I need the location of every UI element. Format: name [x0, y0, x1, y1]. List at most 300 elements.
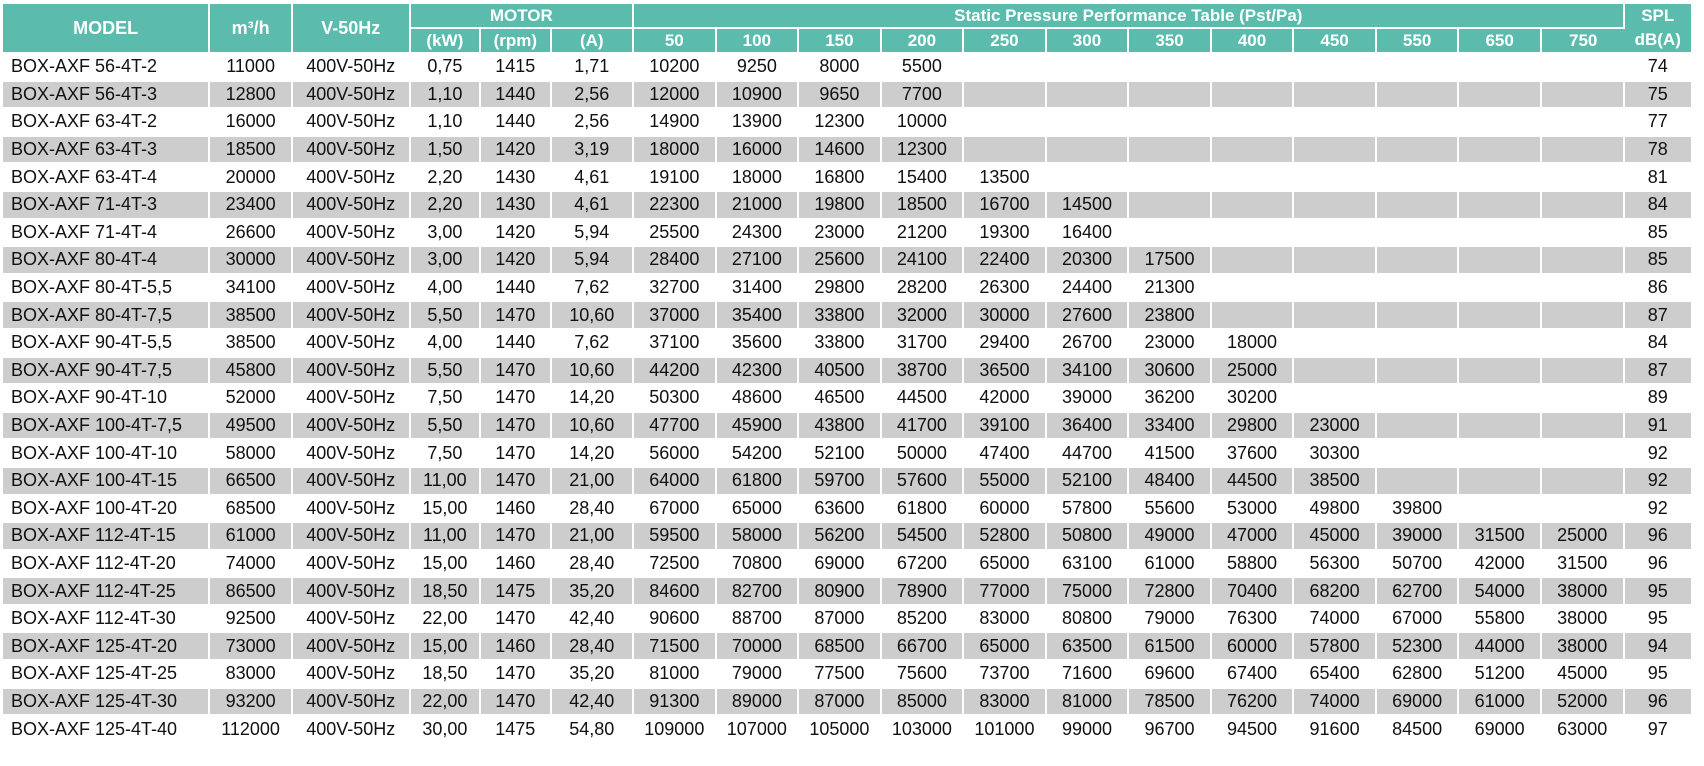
flow-cell: 20000 [210, 164, 293, 192]
voltage-cell: 400V-50Hz [293, 413, 411, 441]
spl-cell: 84 [1625, 192, 1692, 220]
pressure-flow-cell [1294, 137, 1377, 165]
pressure-flow-cell [1459, 247, 1542, 275]
voltage-cell: 400V-50Hz [293, 109, 411, 137]
pressure-flow-cell: 44500 [882, 385, 965, 413]
pressure-flow-cell [1459, 358, 1542, 386]
flow-cell: 52000 [210, 385, 293, 413]
current-a-cell: 35,20 [552, 661, 635, 689]
pressure-col-header: 650 [1459, 29, 1542, 54]
pressure-flow-cell [1294, 164, 1377, 192]
pressure-flow-cell: 72500 [634, 551, 717, 579]
spl-cell: 96 [1625, 689, 1692, 717]
model-cell: BOX-AXF 100-4T-20 [3, 496, 210, 524]
model-cell: BOX-AXF 80-4T-5,5 [3, 275, 210, 303]
pressure-flow-cell: 107000 [717, 716, 800, 744]
pressure-flow-cell: 42300 [717, 358, 800, 386]
current-a-cell: 5,94 [552, 247, 635, 275]
voltage-cell: 400V-50Hz [293, 247, 411, 275]
current-a-cell: 1,71 [552, 54, 635, 82]
current-a-cell: 28,40 [552, 551, 635, 579]
pressure-flow-cell: 69000 [799, 551, 882, 579]
pressure-flow-cell: 96700 [1129, 716, 1212, 744]
pressure-flow-cell [1459, 468, 1542, 496]
pressure-flow-cell: 42000 [964, 385, 1047, 413]
pressure-flow-cell: 41700 [882, 413, 965, 441]
model-cell: BOX-AXF 125-4T-30 [3, 689, 210, 717]
flow-cell: 112000 [210, 716, 293, 744]
pressure-flow-cell [1542, 137, 1625, 165]
pressure-flow-cell: 18000 [717, 164, 800, 192]
pressure-flow-cell: 25000 [1542, 523, 1625, 551]
pressure-flow-cell [1129, 109, 1212, 137]
spl-cell: 95 [1625, 661, 1692, 689]
pressure-flow-cell: 18000 [634, 137, 717, 165]
power-kw-cell: 7,50 [411, 385, 481, 413]
pressure-flow-cell: 62800 [1377, 661, 1460, 689]
pressure-flow-cell [1542, 275, 1625, 303]
pressure-flow-cell [1542, 302, 1625, 330]
spl-cell: 81 [1625, 164, 1692, 192]
flow-cell: 18500 [210, 137, 293, 165]
pressure-flow-cell [1377, 192, 1460, 220]
power-kw-cell: 2,20 [411, 192, 481, 220]
voltage-cell: 400V-50Hz [293, 275, 411, 303]
pressure-flow-cell: 56000 [634, 440, 717, 468]
table-row [3, 716, 1691, 744]
model-cell: BOX-AXF 63-4T-3 [3, 137, 210, 165]
pressure-flow-cell [964, 137, 1047, 165]
pressure-col-header: 200 [882, 29, 965, 54]
pressure-flow-cell [1377, 275, 1460, 303]
pressure-flow-cell: 39800 [1377, 496, 1460, 524]
pressure-flow-cell: 81000 [634, 661, 717, 689]
pressure-flow-cell [1459, 413, 1542, 441]
pressure-flow-cell: 91600 [1294, 716, 1377, 744]
pressure-flow-cell: 16000 [717, 137, 800, 165]
pressure-flow-cell: 52000 [1542, 689, 1625, 717]
flow-cell: 73000 [210, 633, 293, 661]
pressure-flow-cell: 45900 [717, 413, 800, 441]
pressure-flow-cell: 56200 [799, 523, 882, 551]
model-cell: BOX-AXF 112-4T-30 [3, 606, 210, 634]
speed-rpm-cell: 1440 [481, 330, 551, 358]
table-row [3, 358, 1691, 386]
power-kw-cell: 2,20 [411, 164, 481, 192]
power-kw-cell: 4,00 [411, 330, 481, 358]
pressure-flow-cell: 18500 [882, 192, 965, 220]
pressure-flow-cell: 44000 [1459, 633, 1542, 661]
voltage-cell: 400V-50Hz [293, 468, 411, 496]
pressure-flow-cell: 50800 [1047, 523, 1130, 551]
pressure-flow-cell [1212, 54, 1295, 82]
current-a-cell: 3,19 [552, 137, 635, 165]
pressure-flow-cell: 23000 [799, 220, 882, 248]
pressure-flow-cell: 24300 [717, 220, 800, 248]
spl-cell: 78 [1625, 137, 1692, 165]
voltage-cell: 400V-50Hz [293, 496, 411, 524]
pressure-flow-cell [1294, 385, 1377, 413]
voltage-cell: 400V-50Hz [293, 220, 411, 248]
flow-cell: 11000 [210, 54, 293, 82]
pressure-col-header: 400 [1212, 29, 1295, 54]
pressure-flow-cell: 55800 [1459, 606, 1542, 634]
pressure-flow-cell: 88700 [717, 606, 800, 634]
pressure-flow-cell: 19100 [634, 164, 717, 192]
pressure-flow-cell [1542, 330, 1625, 358]
pressure-flow-cell: 31400 [717, 275, 800, 303]
motor-header: MOTOR [411, 4, 634, 29]
pressure-flow-cell: 58800 [1212, 551, 1295, 579]
pressure-flow-cell [1459, 330, 1542, 358]
pressure-flow-cell: 47700 [634, 413, 717, 441]
pressure-flow-cell: 79000 [717, 661, 800, 689]
model-cell: BOX-AXF 112-4T-25 [3, 578, 210, 606]
pressure-flow-cell: 36400 [1047, 413, 1130, 441]
pressure-flow-cell [1459, 302, 1542, 330]
pressure-flow-cell [1459, 192, 1542, 220]
table-row [3, 468, 1691, 496]
pressure-flow-cell: 8000 [799, 54, 882, 82]
spl-cell: 84 [1625, 330, 1692, 358]
table-body [3, 54, 1691, 744]
flow-cell: 58000 [210, 440, 293, 468]
pressure-flow-cell: 103000 [882, 716, 965, 744]
power-kw-cell: 5,50 [411, 302, 481, 330]
pressure-flow-cell: 52100 [799, 440, 882, 468]
pressure-flow-cell: 52300 [1377, 633, 1460, 661]
pressure-flow-cell: 76200 [1212, 689, 1295, 717]
pressure-flow-cell [1212, 192, 1295, 220]
pressure-flow-cell [1294, 82, 1377, 110]
pressure-flow-cell: 38700 [882, 358, 965, 386]
pressure-flow-cell: 109000 [634, 716, 717, 744]
current-a-cell: 4,61 [552, 192, 635, 220]
pressure-flow-cell [1212, 275, 1295, 303]
flow-cell: 92500 [210, 606, 293, 634]
pressure-flow-cell: 61000 [1129, 551, 1212, 579]
pressure-flow-cell: 65000 [717, 496, 800, 524]
pressure-flow-cell [1377, 54, 1460, 82]
pressure-flow-cell: 33800 [799, 302, 882, 330]
pressure-flow-cell: 64000 [634, 468, 717, 496]
speed-rpm-cell: 1470 [481, 689, 551, 717]
pressure-flow-cell [1212, 302, 1295, 330]
pressure-flow-cell: 101000 [964, 716, 1047, 744]
pressure-flow-cell: 55600 [1129, 496, 1212, 524]
pressure-flow-cell: 34100 [1047, 358, 1130, 386]
power-kw-cell: 11,00 [411, 468, 481, 496]
speed-rpm-cell: 1415 [481, 54, 551, 82]
voltage-cell: 400V-50Hz [293, 716, 411, 744]
pressure-flow-cell: 72800 [1129, 578, 1212, 606]
motor-rpm-header: (rpm) [481, 29, 551, 54]
model-cell: BOX-AXF 100-4T-15 [3, 468, 210, 496]
power-kw-cell: 1,50 [411, 137, 481, 165]
pressure-flow-cell [1294, 220, 1377, 248]
power-kw-cell: 22,00 [411, 689, 481, 717]
speed-rpm-cell: 1430 [481, 192, 551, 220]
pressure-flow-cell: 54200 [717, 440, 800, 468]
power-kw-cell: 3,00 [411, 247, 481, 275]
voltage-cell: 400V-50Hz [293, 523, 411, 551]
pressure-flow-cell [1542, 440, 1625, 468]
table-row [3, 606, 1691, 634]
pressure-flow-cell: 30600 [1129, 358, 1212, 386]
speed-rpm-cell: 1475 [481, 578, 551, 606]
pressure-flow-cell: 44500 [1212, 468, 1295, 496]
pressure-flow-cell: 59500 [634, 523, 717, 551]
pressure-flow-cell: 87000 [799, 606, 882, 634]
speed-rpm-cell: 1470 [481, 468, 551, 496]
current-a-cell: 14,20 [552, 440, 635, 468]
table-row [3, 633, 1691, 661]
pressure-flow-cell: 57800 [1294, 633, 1377, 661]
pressure-flow-cell: 26300 [964, 275, 1047, 303]
pressure-flow-cell: 45000 [1294, 523, 1377, 551]
pressure-flow-cell: 79000 [1129, 606, 1212, 634]
flow-cell: 23400 [210, 192, 293, 220]
voltage-cell: 400V-50Hz [293, 385, 411, 413]
spl-cell: 92 [1625, 468, 1692, 496]
pressure-flow-cell [1542, 82, 1625, 110]
pressure-flow-cell: 37000 [634, 302, 717, 330]
spl-cell: 95 [1625, 606, 1692, 634]
model-cell: BOX-AXF 125-4T-40 [3, 716, 210, 744]
model-cell: BOX-AXF 80-4T-7,5 [3, 302, 210, 330]
pressure-col-header: 300 [1047, 29, 1130, 54]
pressure-flow-cell [964, 109, 1047, 137]
speed-rpm-cell: 1420 [481, 220, 551, 248]
table-row [3, 578, 1691, 606]
pressure-flow-cell: 71500 [634, 633, 717, 661]
pressure-flow-cell: 32000 [882, 302, 965, 330]
voltage-cell: 400V-50Hz [293, 551, 411, 579]
model-cell: BOX-AXF 100-4T-7,5 [3, 413, 210, 441]
pressure-flow-cell: 59700 [799, 468, 882, 496]
pressure-flow-cell [1377, 164, 1460, 192]
voltage-cell: 400V-50Hz [293, 661, 411, 689]
pressure-flow-cell [1542, 385, 1625, 413]
pressure-flow-cell [1129, 164, 1212, 192]
speed-rpm-cell: 1420 [481, 137, 551, 165]
spl-cell: 91 [1625, 413, 1692, 441]
pressure-flow-cell [1542, 220, 1625, 248]
pressure-flow-cell: 61000 [1459, 689, 1542, 717]
pressure-flow-cell [1047, 164, 1130, 192]
pressure-header: Static Pressure Performance Table (Pst/Pa) [634, 4, 1624, 29]
pressure-flow-cell [1377, 330, 1460, 358]
speed-rpm-cell: 1470 [481, 413, 551, 441]
table-row [3, 385, 1691, 413]
speed-rpm-cell: 1470 [481, 302, 551, 330]
pressure-flow-cell [1129, 220, 1212, 248]
flow-header: m³/h [210, 4, 293, 54]
pressure-flow-cell: 84500 [1377, 716, 1460, 744]
pressure-flow-cell: 31500 [1542, 551, 1625, 579]
model-cell: BOX-AXF 125-4T-25 [3, 661, 210, 689]
pressure-flow-cell: 91300 [634, 689, 717, 717]
table-row [3, 247, 1691, 275]
flow-cell: 93200 [210, 689, 293, 717]
speed-rpm-cell: 1460 [481, 496, 551, 524]
voltage-cell: 400V-50Hz [293, 137, 411, 165]
pressure-flow-cell: 69000 [1459, 716, 1542, 744]
current-a-cell: 42,40 [552, 606, 635, 634]
pressure-flow-cell [1459, 440, 1542, 468]
table-row [3, 302, 1691, 330]
pressure-flow-cell [1377, 220, 1460, 248]
pressure-flow-cell: 54000 [1459, 578, 1542, 606]
pressure-flow-cell [1377, 385, 1460, 413]
pressure-flow-cell: 67000 [634, 496, 717, 524]
flow-cell: 66500 [210, 468, 293, 496]
pressure-flow-cell [1459, 220, 1542, 248]
voltage-header: V-50Hz [293, 4, 411, 54]
current-a-cell: 42,40 [552, 689, 635, 717]
spl-cell: 86 [1625, 275, 1692, 303]
current-a-cell: 2,56 [552, 109, 635, 137]
model-cell: BOX-AXF 112-4T-20 [3, 551, 210, 579]
pressure-flow-cell [1377, 109, 1460, 137]
model-cell: BOX-AXF 56-4T-3 [3, 82, 210, 110]
pressure-flow-cell: 75000 [1047, 578, 1130, 606]
pressure-flow-cell: 16400 [1047, 220, 1130, 248]
flow-cell: 61000 [210, 523, 293, 551]
power-kw-cell: 18,50 [411, 661, 481, 689]
pressure-flow-cell: 69600 [1129, 661, 1212, 689]
table-row [3, 82, 1691, 110]
pressure-flow-cell [1212, 109, 1295, 137]
pressure-flow-cell: 55000 [964, 468, 1047, 496]
pressure-flow-cell [1212, 220, 1295, 248]
pressure-flow-cell: 73700 [964, 661, 1047, 689]
pressure-flow-cell: 70400 [1212, 578, 1295, 606]
pressure-flow-cell: 21300 [1129, 275, 1212, 303]
voltage-cell: 400V-50Hz [293, 302, 411, 330]
pressure-flow-cell [1542, 164, 1625, 192]
model-cell: BOX-AXF 90-4T-7,5 [3, 358, 210, 386]
power-kw-cell: 18,50 [411, 578, 481, 606]
model-cell: BOX-AXF 90-4T-10 [3, 385, 210, 413]
model-cell: BOX-AXF 71-4T-4 [3, 220, 210, 248]
pressure-col-header: 100 [717, 29, 800, 54]
table-row [3, 496, 1691, 524]
pressure-flow-cell [1542, 247, 1625, 275]
voltage-cell: 400V-50Hz [293, 606, 411, 634]
pressure-flow-cell [1212, 82, 1295, 110]
pressure-flow-cell: 31700 [882, 330, 965, 358]
flow-cell: 74000 [210, 551, 293, 579]
pressure-flow-cell: 12000 [634, 82, 717, 110]
spl-cell: 96 [1625, 523, 1692, 551]
pressure-flow-cell: 50700 [1377, 551, 1460, 579]
voltage-cell: 400V-50Hz [293, 82, 411, 110]
flow-cell: 86500 [210, 578, 293, 606]
pressure-flow-cell: 71600 [1047, 661, 1130, 689]
pressure-col-header: 150 [799, 29, 882, 54]
pressure-flow-cell: 19800 [799, 192, 882, 220]
pressure-flow-cell [1129, 192, 1212, 220]
pressure-flow-cell: 65000 [964, 633, 1047, 661]
current-a-cell: 2,56 [552, 82, 635, 110]
pressure-flow-cell: 28200 [882, 275, 965, 303]
pressure-flow-cell: 53000 [1212, 496, 1295, 524]
pressure-flow-cell: 65000 [964, 551, 1047, 579]
pressure-flow-cell: 83000 [964, 689, 1047, 717]
pressure-flow-cell [1459, 496, 1542, 524]
pressure-flow-cell: 37100 [634, 330, 717, 358]
power-kw-cell: 4,00 [411, 275, 481, 303]
pressure-flow-cell [1294, 358, 1377, 386]
speed-rpm-cell: 1440 [481, 109, 551, 137]
table-row [3, 137, 1691, 165]
speed-rpm-cell: 1440 [481, 275, 551, 303]
pressure-flow-cell: 44700 [1047, 440, 1130, 468]
table-row [3, 661, 1691, 689]
current-a-cell: 21,00 [552, 523, 635, 551]
power-kw-cell: 15,00 [411, 496, 481, 524]
pressure-flow-cell [1377, 82, 1460, 110]
power-kw-cell: 5,50 [411, 358, 481, 386]
pressure-flow-cell: 44200 [634, 358, 717, 386]
pressure-flow-cell: 84600 [634, 578, 717, 606]
table-row [3, 220, 1691, 248]
pressure-flow-cell [1294, 302, 1377, 330]
pressure-flow-cell: 9650 [799, 82, 882, 110]
table-row [3, 54, 1691, 82]
pressure-flow-cell: 33400 [1129, 413, 1212, 441]
pressure-flow-cell: 61800 [882, 496, 965, 524]
spl-cell: 89 [1625, 385, 1692, 413]
spl-header-line1: SPL [1641, 6, 1675, 25]
pressure-flow-cell: 47400 [964, 440, 1047, 468]
pressure-flow-cell: 28400 [634, 247, 717, 275]
pressure-flow-cell: 20300 [1047, 247, 1130, 275]
pressure-flow-cell: 56300 [1294, 551, 1377, 579]
current-a-cell: 4,61 [552, 164, 635, 192]
spl-cell: 96 [1625, 551, 1692, 579]
pressure-flow-cell: 80900 [799, 578, 882, 606]
pressure-flow-cell: 36200 [1129, 385, 1212, 413]
pressure-flow-cell: 94500 [1212, 716, 1295, 744]
pressure-flow-cell [1542, 413, 1625, 441]
pressure-flow-cell [1047, 82, 1130, 110]
spl-cell: 87 [1625, 302, 1692, 330]
pressure-flow-cell: 15400 [882, 164, 965, 192]
pressure-flow-cell: 19300 [964, 220, 1047, 248]
pressure-flow-cell: 38500 [1294, 468, 1377, 496]
pressure-flow-cell: 30000 [964, 302, 1047, 330]
table-header [3, 4, 1691, 54]
current-a-cell: 35,20 [552, 578, 635, 606]
pressure-col-header: 50 [634, 29, 717, 54]
pressure-flow-cell: 60000 [964, 496, 1047, 524]
performance-table [3, 4, 1691, 744]
power-kw-cell: 3,00 [411, 220, 481, 248]
pressure-flow-cell [1129, 54, 1212, 82]
pressure-flow-cell: 10200 [634, 54, 717, 82]
pressure-flow-cell: 29400 [964, 330, 1047, 358]
pressure-flow-cell: 25000 [1212, 358, 1295, 386]
pressure-flow-cell: 49800 [1294, 496, 1377, 524]
power-kw-cell: 30,00 [411, 716, 481, 744]
pressure-flow-cell [1459, 275, 1542, 303]
pressure-col-header: 350 [1129, 29, 1212, 54]
pressure-flow-cell [1212, 164, 1295, 192]
pressure-flow-cell: 22400 [964, 247, 1047, 275]
table-row [3, 523, 1691, 551]
